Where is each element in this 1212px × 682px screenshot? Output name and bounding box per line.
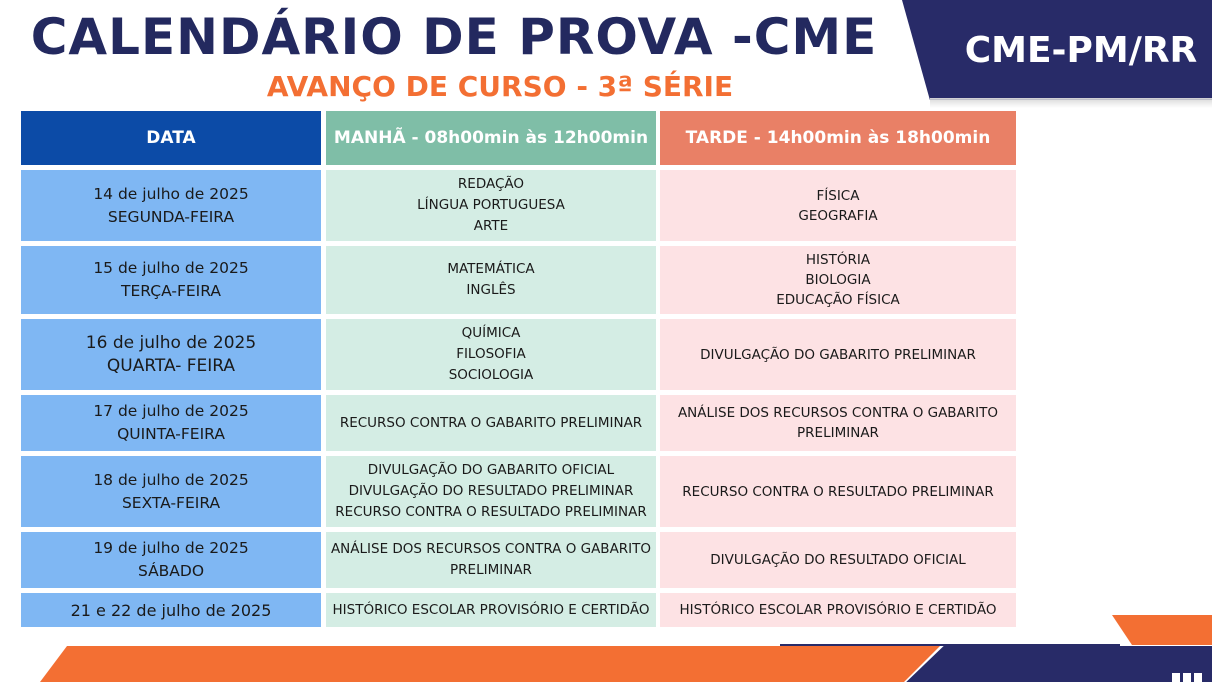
table-cell-date: [21, 246, 321, 314]
table-cell-morning: [326, 395, 656, 451]
table-cell-morning: [326, 456, 656, 527]
table-cell-afternoon: [660, 532, 1016, 588]
date-text: 15 de julho de 2025 TERÇA-FEIRA: [93, 259, 249, 300]
decorative-dots: [1172, 673, 1212, 682]
morning-text: RECURSO CONTRA O GABARITO PRELIMINAR: [339, 414, 643, 431]
afternoon-text: DIVULGAÇÃO DO GABARITO PRELIMINAR: [700, 346, 976, 363]
date-text: 14 de julho de 2025 SEGUNDA-FEIRA: [93, 184, 249, 226]
decorative-band-orange-right: [1112, 615, 1212, 645]
header-afternoon-label: TARDE - 14h00min às 18h00min: [685, 128, 991, 148]
afternoon-text: DIVULGAÇÃO DO RESULTADO OFICIAL: [710, 552, 966, 568]
date-text: 18 de julho de 2025 SEXTA-FEIRA: [93, 470, 249, 512]
decorative-band-orange: [40, 646, 940, 682]
header-morning: [326, 111, 656, 165]
afternoon-text: HISTÓRICO ESCOLAR PROVISÓRIO E CERTIDÃO: [679, 602, 997, 618]
table-cell-date: [21, 395, 321, 451]
table-cell-date: [21, 532, 321, 588]
date-text: 17 de julho de 2025 QUINTA-FEIRA: [93, 402, 249, 443]
header-date-label: DATA: [146, 128, 196, 148]
table-cell-date: [21, 456, 321, 527]
morning-text: MATEMÁTICA INGLÊS: [447, 261, 535, 298]
table-cell-morning: [326, 170, 656, 241]
afternoon-text: HISTÓRIA BIOLOGIA EDUCAÇÃO FÍSICA: [776, 252, 900, 308]
table-cell-date: [21, 319, 321, 390]
table-cell-afternoon: [660, 593, 1016, 627]
table-cell-afternoon: [660, 170, 1016, 241]
morning-text: QUÍMICA FILOSOFIA SOCIOLOGIA: [448, 325, 534, 383]
table-cell-morning: [326, 593, 656, 627]
table-cell-morning: [326, 532, 656, 588]
afternoon-text: ANÁLISE DOS RECURSOS CONTRA O GABARITO PRELIMINAR: [677, 405, 999, 441]
table-cell-afternoon: [660, 246, 1016, 314]
corner-banner-shadow: [930, 98, 1212, 108]
date-text: 19 de julho de 2025 SÁBADO: [93, 539, 249, 580]
date-text: 16 de julho de 2025 QUARTA- FEIRA: [85, 332, 257, 376]
table-cell-morning: [326, 246, 656, 314]
table-cell-afternoon: [660, 395, 1016, 451]
decorative-band-navy: [900, 646, 1212, 682]
page-title: CALENDÁRIO DE PROVA -CME: [30, 8, 878, 66]
page-subtitle: AVANÇO DE CURSO - 3ª SÉRIE: [266, 70, 734, 103]
afternoon-text: FÍSICA GEOGRAFIA: [798, 187, 878, 224]
table-cell-afternoon: [660, 456, 1016, 527]
morning-text: HISTÓRICO ESCOLAR PROVISÓRIO E CERTIDÃO: [332, 601, 650, 618]
decorative-line: [780, 644, 1120, 646]
corner-label: CME-PM/RR: [964, 30, 1198, 71]
morning-text: ANÁLISE DOS RECURSOS CONTRA O GABARITO PRELIMINAR: [330, 541, 652, 578]
table-cell-morning: [326, 319, 656, 390]
header-date: [21, 111, 321, 165]
afternoon-text: RECURSO CONTRA O RESULTADO PRELIMINAR: [682, 483, 994, 500]
table-cell-date: [21, 170, 321, 241]
header-afternoon: [660, 111, 1016, 165]
morning-text: REDAÇÃO LÍNGUA PORTUGUESA ARTE: [417, 176, 565, 234]
header-morning-label: MANHÃ - 08h00min às 12h00min: [333, 128, 649, 148]
table-cell-afternoon: [660, 319, 1016, 390]
date-text: 21 e 22 de julho de 2025: [70, 600, 272, 620]
morning-text: DIVULGAÇÃO DO GABARITO OFICIAL DIVULGAÇÃO DO RESULTADO PRELIMINAR RECURSO CONTRA O RESULTADO PRELIMINAR: [335, 462, 647, 520]
table-cell-date: [21, 593, 321, 627]
